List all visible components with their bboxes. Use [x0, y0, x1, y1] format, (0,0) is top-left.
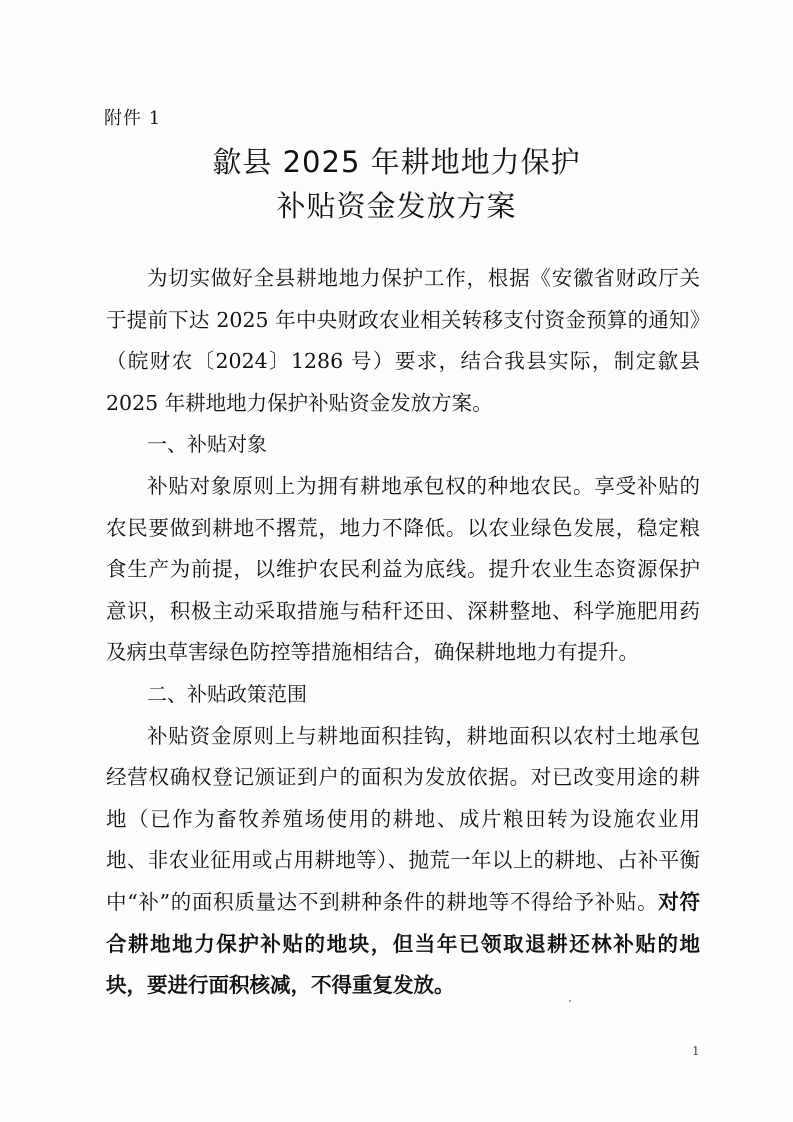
document-title-line-1: 歙县 2025 年耕地地力保护 [212, 145, 581, 179]
section-1-paragraph: 补贴对象原则上为拥有耕地承包权的种地农民。享受补贴的农民要做到耕地不撂荒，地力不降低。以农业绿色发展，稳定粮食生产为前提，以维护农民利益为底线。提升农业生态资源保护意识，积极主动采取措施与秸秆还田、深耕整地、科学施肥用药及病虫草害绿色防控等措施相结合，确保耕地地力有提升。 [106, 473, 700, 665]
scan-speck [569, 1000, 571, 1002]
attachment-label: 附件 1 [104, 108, 162, 129]
document-title-line-2: 补贴资金发放方案 [276, 189, 517, 223]
section-2-heading: 二、补贴政策范围 [147, 681, 307, 706]
document-body [106, 258, 700, 1007]
intro-paragraph: 为切实做好全县耕地地力保护工作，根据《安徽省财政厅关于提前下达 2025 年中央财政农业相关转移支付资金预算的通知》（皖财农〔2024〕1286 号）要求，结合我县实际，制定歙县 2025 年耕地地力保护补贴资金发放方案。 [106, 266, 700, 415]
section-2-paragraph [106, 716, 700, 1007]
section-2-text: 补贴资金原则上与耕地面积挂钩，耕地面积以农村土地承包经营权确权登记颁证到户的面积为发放依据。对已改变用途的耕地（已作为畜牧养殖场使用的耕地、成片粮田转为设施农业用地、非农业征用或占用耕地等）、抛荒一年以上的耕地、占补平衡中“补”的面积质量达不到耕种条件的耕地等不得给予补贴。 [106, 723, 700, 914]
section-1-heading: 一、补贴对象 [147, 432, 267, 457]
section-2-bold-text: 对符合耕地地力保护补贴的地块，但当年已领取退耕还林补贴的地块，要进行面积核减，不得重复发放。 [106, 889, 700, 998]
page-number: 1 [692, 1044, 700, 1058]
